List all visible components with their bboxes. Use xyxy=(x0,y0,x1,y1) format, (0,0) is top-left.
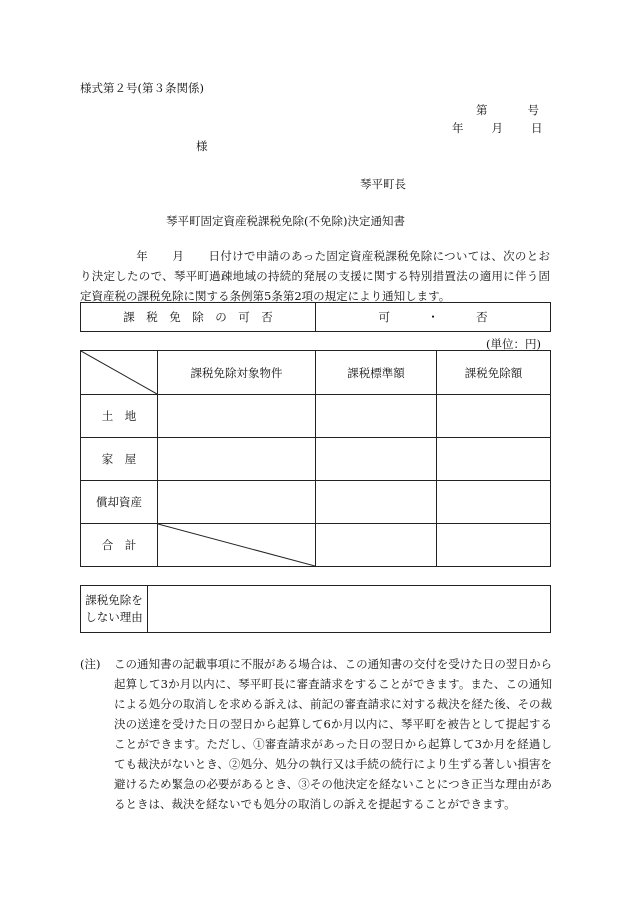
issue-date xyxy=(452,120,543,136)
sender: 琴平町長 xyxy=(360,177,406,191)
cell-depreciable-target xyxy=(158,481,316,524)
cell-depreciable-exempt xyxy=(437,481,551,524)
date-day: 日 xyxy=(531,121,543,135)
reason-label-line1: 課税免除を xyxy=(85,593,143,607)
diagonal-line-total xyxy=(158,524,315,566)
row-label-depreciable: 償却資産 xyxy=(81,481,158,524)
note-label: (注) xyxy=(80,657,101,671)
reason-value xyxy=(148,586,551,633)
cell-total-exempt xyxy=(437,524,551,567)
cell-depreciable-standard xyxy=(316,481,437,524)
addressee: 様 xyxy=(196,139,208,153)
cell-house-exempt xyxy=(437,438,551,481)
cell-total-standard xyxy=(316,524,437,567)
body-text xyxy=(80,246,550,306)
decision-dot: ・ xyxy=(427,310,439,324)
diagonal-line xyxy=(81,351,157,394)
decision-value xyxy=(316,303,551,332)
corner-cell xyxy=(81,351,158,395)
note-text: この通知書の記載事項に不服がある場合は、この通知書の交付を受けた日の翌日から起算して3か月以内に、琴平町長に審査請求をすることができます。また、この通知による処分の取消しを求める訴えは、前記の審査請求に対する裁決を経た後、その裁決の送達を受けた日の翌日から起算して6か月以内に、琴平町を被告として提起することができます。ただし、①審査請求があった日の翌日から起算して3か月を経過しても裁決がないとき、②処分、処分の執行又は手続の続行により生ずる著しい損害を避けるため緊急の必要があるとき、③その他決定を経ないことにつき正当な理由があるときは、裁決を経ないでも処分の取消しの訴えを提起することができます。 xyxy=(114,657,552,811)
cell-land-target xyxy=(158,395,316,438)
detail-table xyxy=(80,350,551,567)
body-month: 月 xyxy=(172,249,185,263)
cell-total-target xyxy=(158,524,316,567)
document-number xyxy=(476,102,539,118)
decision-no: 否 xyxy=(476,310,488,324)
decision-label: 課 税 免 除 の 可 否 xyxy=(81,303,316,332)
row-label-land: 土 地 xyxy=(81,395,158,438)
cell-land-standard xyxy=(316,395,437,438)
body-paragraph: 日付けで申請のあった固定資産税課税免除については、次のとおり決定したので、琴平町過疎地域の持続的発展の支援に関する特別措置法の適用に伴う固定資産税の課税免除に関する条例第5条第2項の規定により通知します。 xyxy=(80,249,551,303)
number-label-2: 号 xyxy=(527,103,539,117)
reason-label-line2: しない理由 xyxy=(85,610,143,624)
reason-label xyxy=(81,586,148,633)
body-year: 年 xyxy=(136,249,149,263)
header-exempt: 課税免除額 xyxy=(437,351,551,395)
cell-house-target xyxy=(158,438,316,481)
cell-land-exempt xyxy=(437,395,551,438)
reason-table xyxy=(80,585,551,633)
header-standard: 課税標準額 xyxy=(316,351,437,395)
decision-table xyxy=(80,302,551,332)
row-label-house: 家 屋 xyxy=(81,438,158,481)
note xyxy=(80,654,552,814)
form-number: 様式第２号(第３条関係) xyxy=(80,81,204,95)
decision-yes: 可 xyxy=(378,310,390,324)
number-label-1: 第 xyxy=(476,103,488,117)
header-target: 課税免除対象物件 xyxy=(158,351,316,395)
unit-label: (単位：円) xyxy=(486,337,541,351)
date-year: 年 xyxy=(452,121,464,135)
date-month: 月 xyxy=(491,121,503,135)
cell-house-standard xyxy=(316,438,437,481)
document-title: 琴平町固定資産税課税免除(不免除)決定通知書 xyxy=(166,214,405,228)
row-label-total: 合 計 xyxy=(81,524,158,567)
